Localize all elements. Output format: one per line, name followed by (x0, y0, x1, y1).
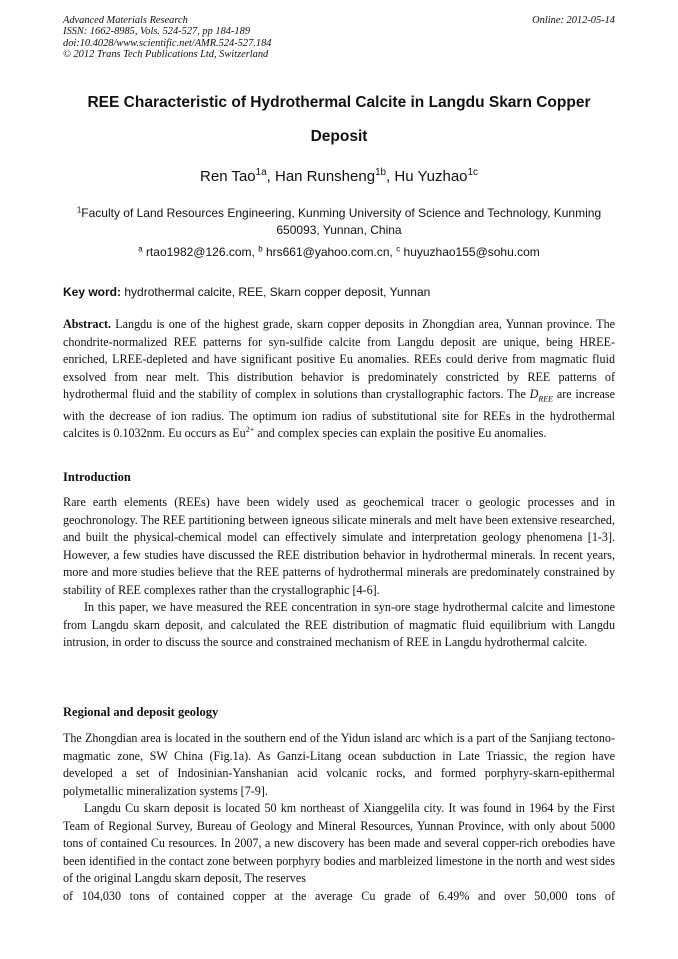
eu-superscript: 2+ (245, 425, 255, 435)
intro-paragraph-1: Rare earth elements (REEs) have been widely used as geochemical tracer o geologic processes and in geochronology. The REE partitioning between igneous silicate minerals and melt have been extensive researched, and built the physical-chemical model can effectively simulate and interpretation geology phenomena [1-3]. However, a few studies have discussed the REE distribution behavior in hydrothermal minerals. In recent years, more and more studies believe that the REE patterns of hydrothermal minerals are predominately constrained by stability of REE complexes rather than the crystallographic [4-6]. (63, 495, 615, 597)
geology-paragraph-2-last-line: of 104,030 tons of contained copper at the average Cu grade of 6.49% and over 50,000 tons of (63, 888, 615, 903)
geology-paragraph-2: Langdu Cu skarn deposit is located 50 km northeast of Xianggelila city. It was found in 1964 by the First Team of Regional Survey, Bureau of Geology and Mineral Resources, Yunnan Province, with only about 5000 tons of contained Cu resources. In 2007, a new discovery has been made and several copper-rich orebodies have been identified in the contact zone between porphyry bodies and marbleized limestone in the north and west sides of the original Langdu skarn deposit, The reserves (63, 801, 615, 885)
keywords (63, 285, 615, 299)
email-link[interactable]: rtao1982@126.com (145, 245, 252, 259)
email-superscript: c (396, 244, 401, 254)
email-superscript: a (138, 244, 143, 254)
doi-line: doi:10.4028/www.scientific.net/AMR.524-527.184 (63, 37, 272, 49)
introduction-section (63, 494, 615, 652)
abstract-text: are increase with the decrease of ion radius. The optimum ion radius of substitutional site for REEs in the hydrothermal calcites is 0.1032nm. Eu occurs as Eu (63, 387, 616, 441)
title-line-2: Deposit (310, 128, 368, 145)
paper-title (63, 86, 615, 154)
abstract-paragraph (63, 316, 615, 443)
section-heading-geology: Regional and deposit geology (63, 705, 219, 719)
abstract-label: Abstract. (63, 317, 112, 331)
affiliation-superscript: 1 (76, 205, 82, 215)
author-list: Ren Tao$^{1a}$, Han Runsheng$^{1b}$, Hu Yuzhao$^{1c}$ (200, 167, 478, 185)
affiliation (63, 205, 615, 239)
d-symbol (529, 387, 554, 404)
author-superscript: 1b (375, 167, 387, 179)
email-link[interactable]: huyuzhao155@sohu.com (403, 245, 540, 259)
abstract (63, 316, 615, 443)
author-superscript: 1a (255, 167, 267, 179)
intro-paragraph-2: In this paper, we have measured the REE concentration in syn-ore stage hydrothermal calcite and limestone from Langdu skarn deposit, and calculated the REE distribution of magmatic fluid equilibrium with Langdu intrusion, in order to discuss the source and constrained mechanism of REE in Langdu hydrothermal calcite. (63, 600, 615, 649)
email-list: $^a$ rtao1982@126.com, $^b$ hrs661@yahoo.com.cn, $^c$ huyuzhao155@sohu.com (138, 244, 540, 259)
author-name: Ren Tao (200, 168, 256, 185)
d-letter: D (529, 387, 539, 401)
geology-last-line (63, 888, 615, 906)
running-header (63, 15, 615, 61)
email-link[interactable]: hrs661@yahoo.com.cn (265, 245, 390, 259)
author-name: Hu Yuzhao (394, 168, 468, 185)
affiliation-line-2: 650093, Yunnan, China (276, 223, 402, 237)
journal-name: Advanced Materials Research (63, 15, 188, 26)
affiliation-line-1: Faculty of Land Resources Engineering, Kunming University of Science and Technology, Kunming (81, 206, 602, 220)
geology-paragraph-1: The Zhongdian area is located in the southern end of the Yidun island arc which is a part of the Sanjiang tectono-magmatic zone, SW China (Fig.1a). As Ganzi-Litang ocean subduction in Late Triassic, the region have developed a set of Indosinian-Yanshanian acid volcanic rocks, and formed porphyry-skarn-epithermal polymetallic mineralization systems [7-9]. (63, 731, 615, 798)
geology-section (63, 730, 615, 905)
keywords-label: Key word: (63, 285, 122, 299)
abstract-text: Langdu is one of the highest grade, skarn copper deposits in Zhongdian area, Yunnan province. The chondrite-normalized REE patterns for syn-sulfide calcite from Langdu deposit are unique, being HREE-enriched, LREE-depleted and have significant positive Eu anomalies. REEs could derive from magmatic fluid exsolved from near melt. This distribution behavior is predominately constricted by REE patterns of hydrothermal fluid and the stability of complex in solutions than crystallographic factors. The (63, 317, 615, 401)
author-name: Han Runsheng (274, 168, 376, 185)
section-heading-introduction: Introduction (63, 470, 131, 484)
issn-line: ISSN: 1662-8985, Vols. 524-527, pp 184-189 (63, 26, 251, 38)
abstract-text: and complex species can explain the positive Eu anomalies. (257, 426, 547, 441)
online-date: Online: 2012-05-14 (532, 15, 615, 26)
title-line-1: REE Characteristic of Hydrothermal Calcite in Langdu Skarn Copper (87, 94, 591, 111)
author-superscript: 1c (467, 167, 478, 179)
d-subscript: REE (538, 394, 554, 404)
email-superscript: b (258, 244, 263, 254)
copyright-line: © 2012 Trans Tech Publications Ltd, Switzerland (63, 49, 269, 61)
keywords-text: hydrothermal calcite, REE, Skarn copper deposit, Yunnan (124, 285, 431, 299)
